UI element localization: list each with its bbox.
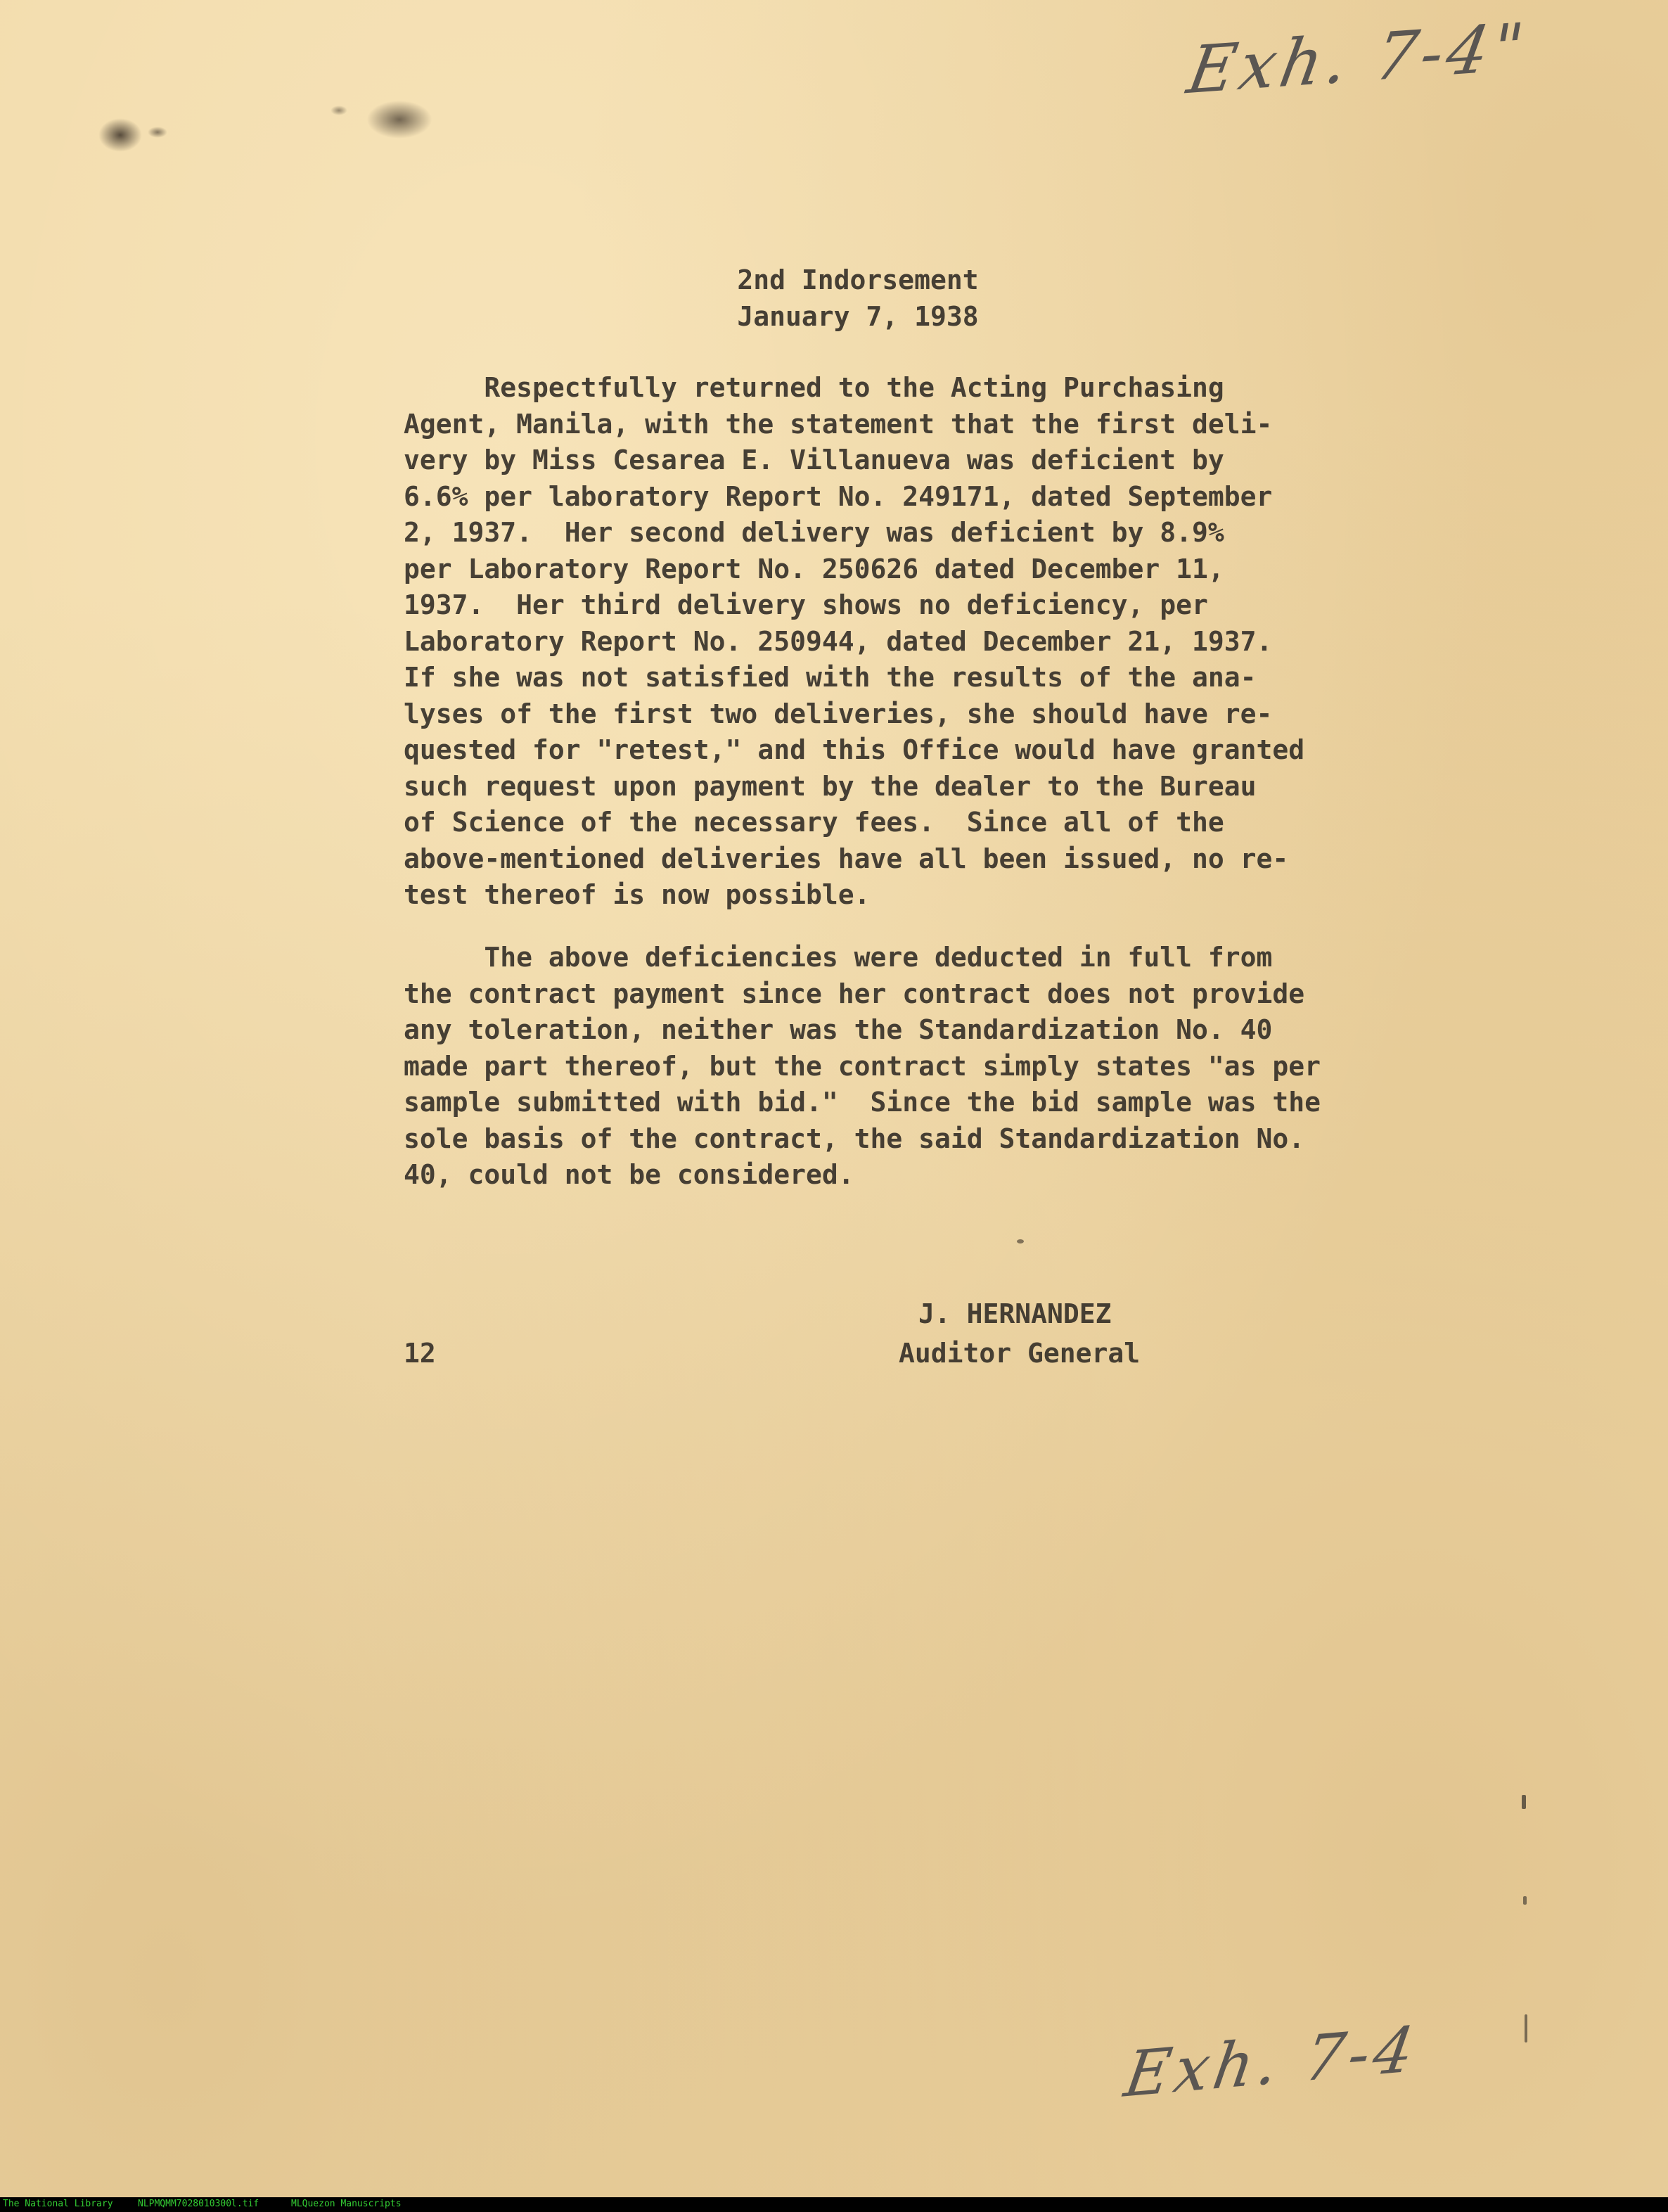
signatory-name: J. HERNANDEZ [918,1298,1112,1329]
text-line: sole basis of the contract, the said Standardization No. [404,1123,1305,1154]
handwritten-exhibit-mark-bottom: Exh. 7-4 [1120,2012,1423,2112]
text-line: 40, could not be considered. [404,1159,854,1190]
text-line: of Science of the necessary fees. Since all of the [404,807,1224,838]
ink-speck [1522,1795,1526,1809]
page-number: 12 [404,1338,436,1369]
indorsement-date: January 7, 1938 [737,301,979,332]
text-line: Agent, Manila, with the statement that the first deli- [404,408,1273,440]
text-line: 1937. Her third delivery shows no deficiency, per [404,589,1208,620]
text-line: the contract payment since her contract does not provide [404,978,1305,1009]
ink-speck [1523,1896,1527,1905]
ink-speck [1525,2014,1527,2042]
ink-speck [1017,1239,1024,1244]
footer-filename: NLPMQMM7028010300l.tif [138,2199,259,2209]
handwritten-exhibit-mark-top: Exh. 7-4" [1182,8,1534,109]
archive-footer [0,2197,1668,2212]
paragraph-1 [404,370,1430,914]
text-line: sample submitted with bid." Since the bid sample was the [404,1087,1321,1118]
text-line: made part thereof, but the contract simply states "as per [404,1050,1321,1082]
text-line: quested for "retest," and this Office would have granted [404,734,1305,765]
text-line: test thereof is now possible. [404,879,871,910]
indorsement-title: 2nd Indorsement [737,264,979,295]
footer-collection: MLQuezon Manuscripts [291,2199,402,2209]
punch-mark [331,106,347,115]
text-line: any toleration, neither was the Standardization No. 40 [404,1014,1273,1045]
text-line: per Laboratory Report No. 250626 dated December 11, [404,553,1224,584]
text-line: The above deficiencies were deducted in full from [404,942,1273,973]
paragraph-2 [404,940,1430,1194]
signature-block [899,1294,1140,1373]
text-line: 6.6% per laboratory Report No. 249171, dated September [404,480,1273,512]
text-line: 2, 1937. Her second delivery was deficient by 8.9% [404,517,1224,548]
footer-institution: The National Library [3,2199,113,2209]
text-line: above-mentioned deliveries have all been issued, no re- [404,843,1289,874]
ink-stain [98,118,142,152]
indorsement-heading [703,262,1013,335]
text-line: such request upon payment by the dealer to the Bureau [404,770,1257,802]
ink-stain [148,127,167,138]
text-line: very by Miss Cesarea E. Villanueva was deficient by [404,445,1224,475]
punch-mark [366,100,433,139]
text-line: If she was not satisfied with the results of the ana- [404,662,1257,693]
text-line: lyses of the first two deliveries, she should have re- [404,698,1273,729]
signatory-title: Auditor General [899,1338,1141,1369]
text-line: Laboratory Report No. 250944, dated December 21, 1937. [404,625,1273,657]
text-line: Respectfully returned to the Acting Purchasing [404,372,1224,403]
